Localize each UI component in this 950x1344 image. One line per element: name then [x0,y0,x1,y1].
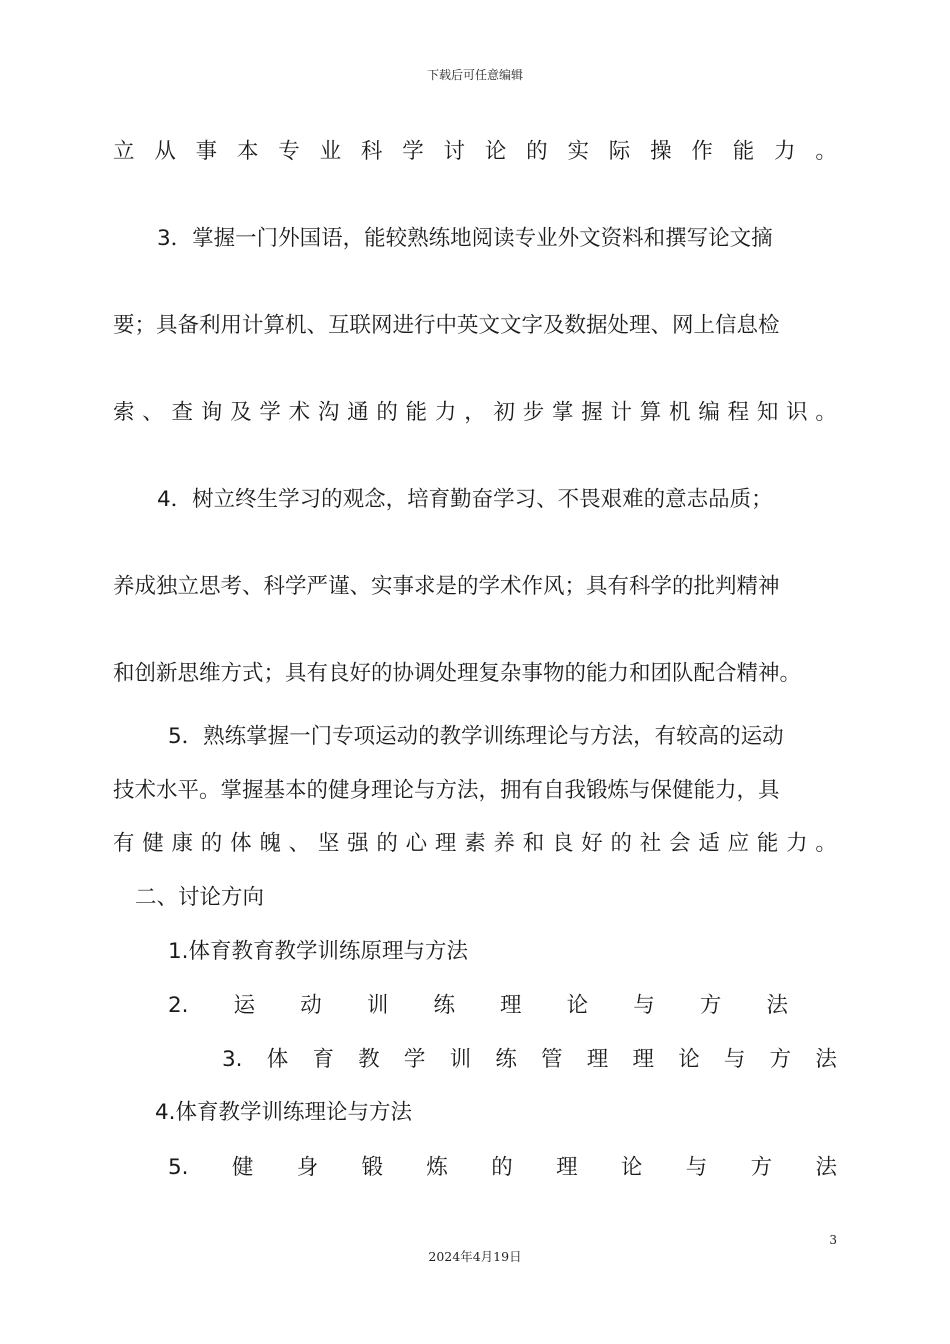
glyph: 运 [233,993,256,1018]
glyph: 力 [774,139,796,164]
section-heading: 二、讨论方向 [135,885,265,910]
glyph: 的 [610,831,633,856]
glyph: 好 [581,831,603,856]
glyph: 魄 [259,831,281,856]
glyph: 实 [567,139,589,164]
glyph: 事 [195,139,218,164]
glyph: 的 [491,1155,513,1180]
text-line-5: 4．树立终生学习的观念，培育勤奋学习、不畏艰难的意志品质； [157,487,773,512]
glyph: 能 [732,139,755,164]
page-number: 3 [829,1233,837,1247]
glyph: 方 [769,1047,792,1072]
glyph: 论 [566,993,589,1018]
glyph: 学 [259,400,281,425]
glyph: 炼 [426,1155,448,1180]
glyph: 学 [402,139,424,164]
glyph: 适 [698,831,720,856]
glyph: 查 [171,400,194,425]
glyph: 掌 [551,400,574,425]
glyph: ， [464,400,486,425]
glyph: 应 [727,831,750,856]
glyph: 初 [493,400,515,425]
glyph: 沟 [317,400,340,425]
direction-item-5 [168,1153,837,1183]
text-line-7: 和创新思维方式；具有良好的协调处理复杂事物的能力和团队配合精神。 [113,661,802,686]
glyph: 与 [633,993,655,1018]
glyph: 练 [495,1047,517,1072]
glyph: 能 [405,400,428,425]
glyph: 能 [756,831,779,856]
glyph: 理 [500,993,522,1018]
glyph: 锻 [361,1155,384,1180]
glyph: 3. [222,1047,243,1072]
glyph: 理 [434,831,457,856]
glyph: 业 [319,139,342,164]
glyph: 和 [522,831,545,856]
glyph: 学 [403,1047,426,1072]
glyph: 从 [154,139,176,164]
text-line-1 [113,137,837,167]
glyph: 身 [296,1155,319,1180]
glyph: 编 [698,400,720,425]
glyph: 心 [405,831,428,856]
glyph: 立 [113,139,135,164]
direction-item-4: 4.体育教学训练理论与方法 [155,1100,413,1125]
glyph: 步 [522,400,545,425]
glyph: 、 [288,831,311,856]
glyph: 机 [669,400,691,425]
glyph: 强 [347,831,369,856]
glyph: 社 [639,831,662,856]
text-line-3: 要；具备利用计算机、互联网进行中英文文字及数据处理、网上信息检 [113,313,780,338]
glyph: 训 [449,1047,472,1072]
glyph: 。 [815,831,837,856]
glyph: 握 [581,400,603,425]
glyph: 体 [230,831,252,856]
glyph: 。 [815,400,837,425]
glyph: 操 [650,139,672,164]
text-line-4 [113,398,837,428]
glyph: 5. [168,1155,189,1180]
glyph: 会 [669,831,691,856]
text-line-8: 5．熟练掌握一门专项运动的教学训练理论与方法，有较高的运动 [168,724,784,749]
glyph: 2. [168,993,189,1018]
glyph: 良 [551,831,574,856]
glyph: 识 [786,400,808,425]
glyph: 康 [171,831,194,856]
glyph: 练 [433,993,455,1018]
glyph: 的 [376,831,398,856]
glyph: 术 [288,400,311,425]
glyph: 体 [266,1047,289,1072]
glyph: 科 [360,139,383,164]
glyph: 作 [691,139,713,164]
glyph: 健 [231,1155,254,1180]
glyph: 养 [493,831,515,856]
glyph: 论 [620,1155,643,1180]
glyph: 的 [376,400,398,425]
glyph: 通 [347,400,369,425]
glyph: 有 [113,831,135,856]
glyph: 理 [556,1155,578,1180]
direction-item-3 [222,1045,837,1075]
glyph: 。 [815,139,837,164]
glyph: 与 [723,1047,746,1072]
glyph: 算 [639,400,662,425]
glyph: 论 [484,139,507,164]
text-line-9: 技术水平。掌握基本的健身理论与方法，拥有自我锻炼与保健能力，具 [113,778,780,803]
glyph: 、 [142,400,164,425]
glyph: 法 [766,993,788,1018]
glyph: 方 [699,993,722,1018]
glyph: 的 [200,831,223,856]
glyph: 际 [608,139,631,164]
glyph: 专 [278,139,300,164]
glyph: 理 [586,1047,609,1072]
direction-item-1: 1.体育教育教学训练原理与方法 [168,939,469,964]
glyph: 知 [756,400,779,425]
direction-item-2 [168,991,788,1021]
glyph: 方 [750,1155,773,1180]
text-line-2: 3．掌握一门外国语，能较熟练地阅读专业外文资料和撰写论文摘 [157,226,773,251]
glyph: 坚 [317,831,340,856]
glyph: 计 [610,400,633,425]
glyph: 训 [366,993,389,1018]
page-header: 下载后可任意编辑 [426,68,523,82]
text-line-6: 养成独立思考、科学严谨、实事求是的学术作风；具有科学的批判精神 [113,574,780,599]
glyph: 动 [300,993,322,1018]
glyph: 力 [786,831,808,856]
glyph: 的 [526,139,548,164]
glyph: 法 [815,1155,837,1180]
footer-date: 2024年4月19日 [428,1249,522,1264]
glyph: 与 [685,1155,708,1180]
glyph: 健 [142,831,164,856]
glyph: 理 [632,1047,654,1072]
glyph: 素 [464,831,486,856]
glyph: 讨 [443,139,466,164]
glyph: 管 [541,1047,563,1072]
glyph: 索 [113,400,135,425]
glyph: 询 [200,400,223,425]
glyph: 教 [358,1047,380,1072]
glyph: 法 [815,1047,837,1072]
glyph: 育 [312,1047,334,1072]
glyph: 本 [236,139,259,164]
glyph: 论 [678,1047,700,1072]
glyph: 力 [434,400,457,425]
glyph: 程 [727,400,750,425]
glyph: 及 [230,400,252,425]
text-line-10 [113,829,837,859]
